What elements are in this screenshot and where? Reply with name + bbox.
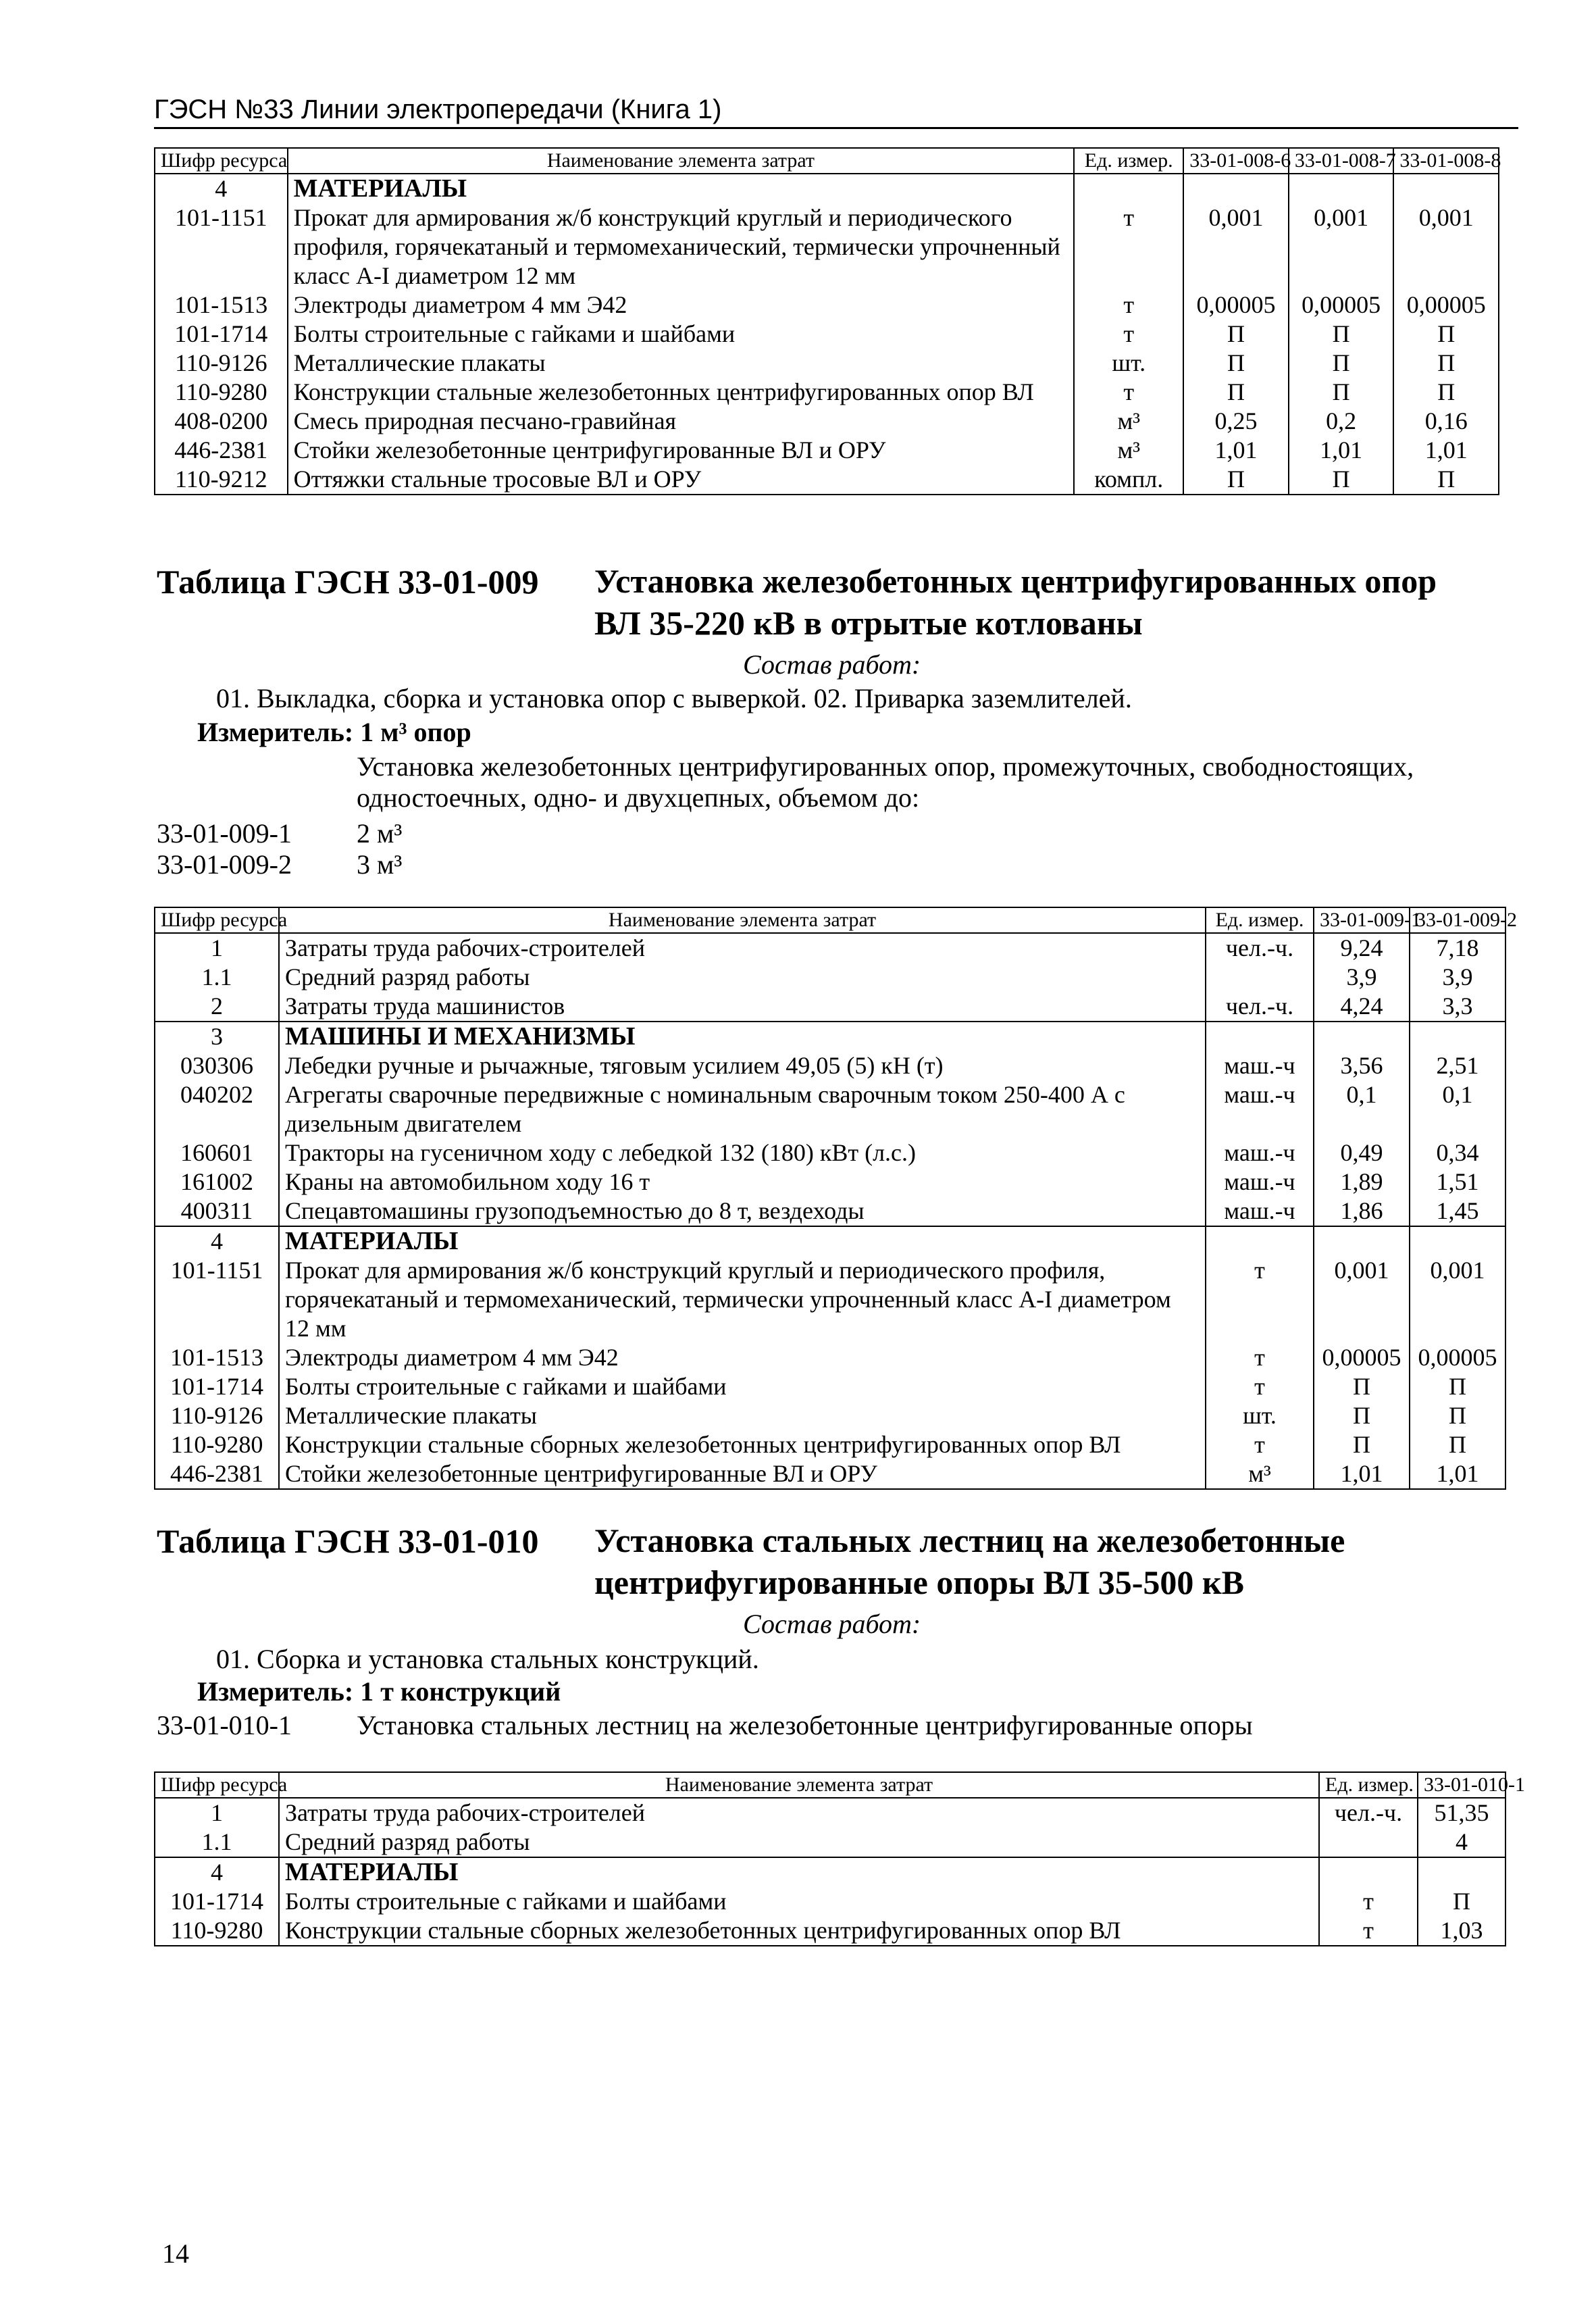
table-row: 040202 Агрегаты сварочные передвижные с номинальным сварочным током 250-400 А с дизельным двигателем маш.-ч 0,1 0,1: [155, 1080, 1505, 1138]
table-row: 4 МАТЕРИАЛЫ: [155, 1226, 1505, 1256]
table-row: 1 Затраты труда рабочих-строителей чел.-ч. 51,35: [155, 1798, 1505, 1828]
table-row: 110-9280 Конструкции стальные сборных железобетонных центрифугированных опор ВЛ т П П: [155, 1430, 1505, 1459]
table-row: 160601 Тракторы на гусеничном ходу с лебедкой 132 (180) кВт (л.с.) маш.-ч 0,49 0,34: [155, 1138, 1505, 1167]
table-009: [154, 907, 1517, 1490]
table-010-item-text: Установка стальных лестниц на железобетонные центрифугированные опоры: [357, 1710, 1253, 1740]
table-row: 1.1 Средний разряд работы 3,9 3,9: [155, 963, 1505, 992]
table-010-works: 01. Сборка и установка стальных конструкций.: [216, 1644, 759, 1674]
table-row: 3 МАШИНЫ И МЕХАНИЗМЫ: [155, 1022, 1505, 1051]
table-009-item-2-text: 3 м³: [357, 849, 403, 880]
header-col-2: 33-01-009-2: [1410, 907, 1505, 933]
table-row: 446-2381 Стойки железобетонные центрифугированные ВЛ и ОРУ м³ 1,01 1,01 1,01: [155, 436, 1499, 465]
table-row: 110-9280 Конструкции стальные железобетонных центрифугированных опор ВЛ т П П П: [155, 378, 1499, 407]
header-name: Наименование элемента затрат: [279, 907, 1206, 933]
header-col-1: 33-01-010-1: [1418, 1772, 1505, 1798]
table-009-title-line2: ВЛ 35-220 кВ в отрытые котлованы: [594, 604, 1143, 642]
table-row: 1 Затраты труда рабочих-строителей чел.-ч. 9,24 7,18: [155, 933, 1505, 963]
table-row: 110-9126 Металлические плакаты шт. П П: [155, 1401, 1505, 1430]
table-010-title-line1: Установка стальных лестниц на железобетонные: [594, 1521, 1345, 1559]
table-row: 110-9126 Металлические плакаты шт. П П П: [155, 349, 1499, 378]
table-009-meter: Измеритель: 1 м³ опор: [197, 717, 471, 747]
table-row: 030306 Лебедки ручные и рычажные, тяговым усилием 49,05 (5) кН (т) маш.-ч 3,56 2,51: [155, 1051, 1505, 1080]
table-row: 101-1513 Электроды диаметром 4 мм Э42 т 0,00005 0,00005: [155, 1343, 1505, 1372]
table-008: [154, 147, 1499, 495]
table-row: 2 Затраты труда машинистов чел.-ч. 4,24 3,3: [155, 992, 1505, 1022]
table-009-item-2-code: 33-01-009-2: [157, 849, 292, 880]
table-009-item-1-code: 33-01-009-1: [157, 818, 292, 849]
table-row: 4 МАТЕРИАЛЫ: [155, 174, 1499, 203]
table-row: 161002 Краны на автомобильном ходу 16 т маш.-ч 1,89 1,51: [155, 1167, 1505, 1197]
header-name: Наименование элемента затрат: [279, 1772, 1319, 1798]
table-header-row: [155, 148, 1499, 174]
table-row: 101-1151 Прокат для армирования ж/б конструкций круглый и периодического профиля, горячекатаный и термомеханический, термически упрочненный класс А-I диаметром 12 мм т 0,001 0,001: [155, 1256, 1505, 1343]
table-row: 101-1714 Болты строительные с гайками и шайбами т П П П: [155, 320, 1499, 349]
table-row: 446-2381 Стойки железобетонные центрифугированные ВЛ и ОРУ м³ 1,01 1,01: [155, 1459, 1505, 1489]
table-row: 110-9212 Оттяжки стальные тросовые ВЛ и ОРУ компл. П П П: [155, 465, 1499, 495]
header-unit: Ед. измер.: [1206, 907, 1314, 933]
table-header-row: [155, 1772, 1505, 1798]
table-row: 101-1714 Болты строительные с гайками и шайбами т П: [155, 1887, 1505, 1916]
table-009-works: 01. Выкладка, сборка и установка опор с выверкой. 02. Приварка заземлителей.: [216, 683, 1132, 713]
table-010-composition-label: Состав работ:: [743, 1609, 921, 1639]
header-unit: Ед. измер.: [1074, 148, 1183, 174]
table-010: [154, 1771, 1525, 1946]
header-col-1: 33-01-008-6: [1183, 148, 1289, 174]
table-row: 400311 Спецавтомашины грузоподъемностью до 8 т, вездеходы маш.-ч 1,86 1,45: [155, 1197, 1505, 1226]
table-009-composition-label: Состав работ:: [743, 649, 921, 680]
header-col-1: 33-01-009-1: [1314, 907, 1410, 933]
table-010-item-code: 33-01-010-1: [157, 1710, 292, 1740]
table-row: 101-1714 Болты строительные с гайками и шайбами т П П: [155, 1372, 1505, 1401]
table-009-description: Установка железобетонных центрифугированных опор, промежуточных, свободностоящих, одностоечных, одно- и двухцепных, объемом до:: [357, 751, 1414, 813]
header-unit: Ед. измер.: [1319, 1772, 1418, 1798]
table-009-item-1-text: 2 м³: [357, 818, 403, 849]
running-head: ГЭСН №33 Линии электропередачи (Книга 1): [154, 93, 1518, 129]
table-row: 101-1513 Электроды диаметром 4 мм Э42 т 0,00005 0,00005 0,00005: [155, 291, 1499, 320]
table-010-title-line2: центрифугированные опоры ВЛ 35-500 кВ: [594, 1563, 1245, 1601]
table-row: 4 МАТЕРИАЛЫ: [155, 1857, 1505, 1887]
table-row: 1.1 Средний разряд работы 4: [155, 1828, 1505, 1857]
table-row: 110-9280 Конструкции стальные сборных железобетонных центрифугированных опор ВЛ т 1,03: [155, 1916, 1505, 1946]
table-row: 101-1151 Прокат для армирования ж/б конструкций круглый и периодического профиля, горячекатаный и термомеханический, термически упрочненный класс А-I диаметром 12 мм т 0,001 0,001 0,001: [155, 203, 1499, 291]
header-code: Шифр ресурса: [155, 907, 279, 933]
header-code: Шифр ресурса: [155, 148, 288, 174]
header-code: Шифр ресурса: [155, 1772, 279, 1798]
table-009-title-line1: Установка железобетонных центрифугированных опор: [594, 562, 1437, 600]
page-number: 14: [162, 2238, 189, 2269]
header-col-3: 33-01-008-8: [1393, 148, 1499, 174]
table-row: 408-0200 Смесь природная песчано-гравийная м³ 0,25 0,2 0,16: [155, 407, 1499, 436]
table-header-row: [155, 907, 1505, 933]
table-010-heading: Таблица ГЭСН 33-01-010: [157, 1522, 539, 1560]
header-col-2: 33-01-008-7: [1289, 148, 1394, 174]
table-009-heading: Таблица ГЭСН 33-01-009: [157, 563, 539, 601]
header-name: Наименование элемента затрат: [288, 148, 1075, 174]
table-010-meter: Измеритель: 1 т конструкций: [197, 1676, 561, 1707]
